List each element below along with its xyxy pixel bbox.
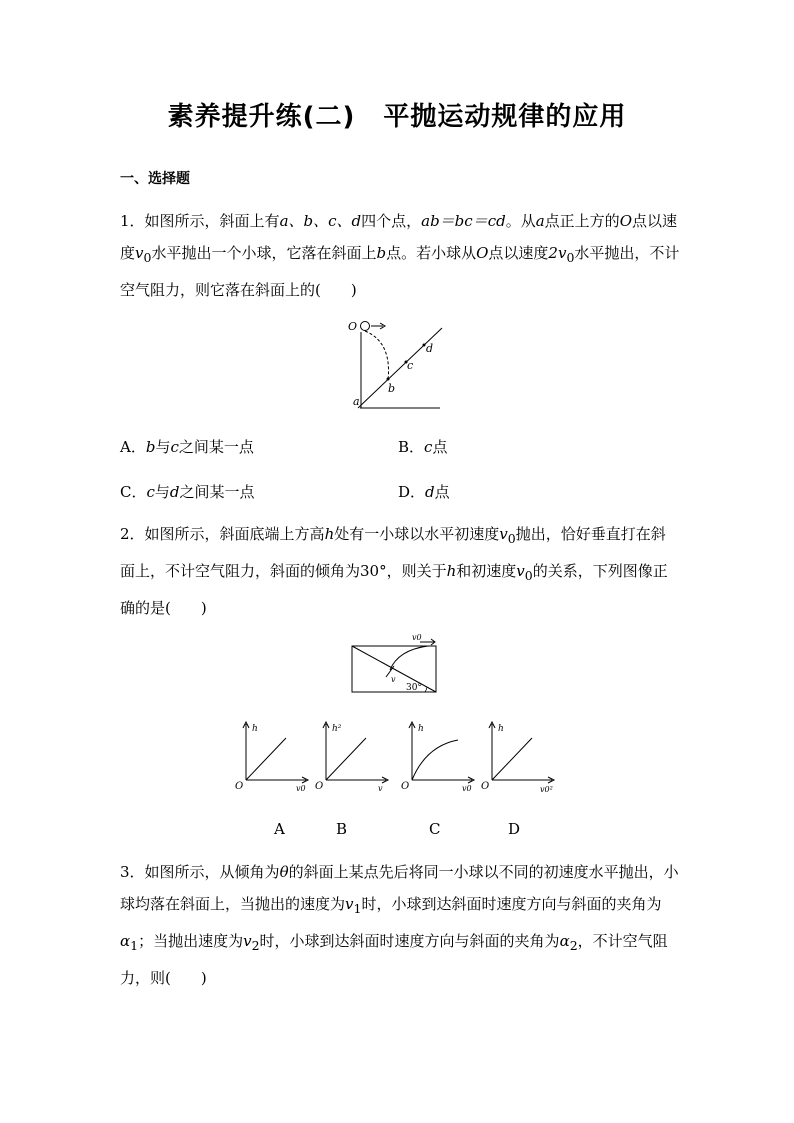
page-title [0,96,794,133]
q3-seg2: 的斜面上某点先后将同一小球以不同的初速度水平抛出，小球均落在斜面上，当抛出的速度为 [120,863,679,913]
question-2-text: 2．如图所示，斜面底端上方高h处有一小球以水平初速度$v_0$抛出，恰好垂直打在斜面上，不计空气阻力，斜面的倾角为30°，则关于h和初速度$v_0$的关系，下列图像正确的是( ) [120,525,668,617]
q2-fig-label-angle: 30° [406,683,422,693]
q3-seg3: 时，小球到达斜面时速度方向与斜面的夹角为 [361,895,662,913]
q1-opt-a-letter: A． [120,438,146,456]
graph-a-xlabel: v0 [296,784,306,793]
q1-opt-b-t2: 点 [432,438,448,456]
graph-c-ylabel: h [418,724,424,734]
q1-opt-a-t1: b [145,438,156,456]
q1-a: a [535,212,545,230]
question-1-text: 1．如图所示，斜面上有a、b、c、d四个点，ab＝bc＝cd。从a点正上方的O点以速度$v_0$水平抛出一个小球，它落在斜面上b点。若小球从O点以速度$2v_0$水平抛出，不计空气阻力，则它落在斜面上的( ) [120,212,680,299]
graph-a-origin: O [235,781,244,792]
q1-opt-a-t3: c [170,438,179,456]
q2-seg4: 和初速度 [456,562,517,580]
q1-figure [340,312,450,416]
q1-fig-label-b: b [388,382,396,395]
q2-seg2: 处有一小球以水平初速度 [334,525,500,543]
graph-a-letter[interactable]: A [274,820,285,838]
graph-d-xlabel: v0² [540,785,553,794]
graph-d [481,722,554,794]
title-part2: 平抛运动规律的应用 [383,102,627,132]
q2-number: 2． [120,525,145,543]
graph-b-xlabel: v [378,784,383,793]
q1-opt-a-t2: 与 [155,438,171,456]
q1-fig-label-d: d [426,342,434,355]
q3-seg5: 时，小球到达斜面时速度方向与斜面的夹角为 [259,932,560,950]
q1-O-2: O [476,244,489,262]
q1-seg3: 。从 [505,212,536,230]
section-heading: 一、选择题 [120,171,190,187]
q1-equation: ab＝bc＝cd [421,212,506,230]
graph-b [315,722,388,793]
graph-c-origin: O [401,781,410,792]
q2-seg5: 的关系，下列图像正确的是( ) [120,562,668,617]
graph-c [401,722,474,793]
q3-v2: v [243,932,252,950]
q2-h-2: h [446,562,457,580]
q3-seg4: ；当抛出速度为 [138,932,244,950]
q1-v0: v [135,244,144,262]
q2-v0: v [499,525,508,543]
q1-number: 1． [120,212,145,230]
question-3-text: 3．如图所示，从倾角为θ的斜面上某点先后将同一小球以不同的初速度水平抛出，小球均落在斜面上，当抛出的速度为$v_1$时，小球到达斜面时速度方向与斜面的夹角为$\alpha_1$；当抛出速度为$v_2$时，小球到达斜面时速度方向与斜面的夹角为$\alpha_2$，不计空气阻力，则( ) [120,863,679,987]
q1-O: O [619,212,632,230]
graph-c-xlabel: v0 [462,784,472,793]
q1-option-d[interactable] [398,481,450,502]
q1-2v0: 2v [548,244,567,262]
q1-opt-d-letter: D． [398,483,426,501]
graph-b-letter[interactable]: B [336,820,348,838]
q1-fig-label-O: O [348,320,358,333]
q1-seg7: 点。若小球从 [386,244,477,262]
graph-a-ylabel: h [252,724,258,734]
q1-seg2: 四个点， [361,212,422,230]
graph-d-origin: O [481,781,490,792]
q3-seg6: ，不计空气阻力，则( ) [120,932,668,987]
graph-d-letter[interactable]: D [508,820,521,838]
q3-alpha1: α [120,932,131,950]
q1-opt-d-t1: d [425,483,435,501]
q1-opt-c-t2: 与 [154,483,170,501]
q1-fig-label-a: a [353,395,360,408]
graph-d-ylabel: h [498,724,504,734]
q1-seg1: 如图所示，斜面上有 [144,212,280,230]
graph-c-letter[interactable]: C [429,820,441,838]
q3-theta: θ [279,863,289,881]
q2-h: h [324,525,335,543]
q1-opt-c-letter: C． [120,483,147,501]
q3-number: 3． [120,863,145,881]
q1-option-b[interactable] [398,436,447,457]
q1-seg8: 点以速度 [488,244,549,262]
q1-option-a[interactable] [120,436,254,457]
graph-b-ylabel: h² [332,724,342,734]
q2-seg1: 如图所示，斜面底端上方高 [144,525,325,543]
q1-option-c[interactable] [120,481,255,502]
q1-b: b [376,244,387,262]
q1-seg5: 点以速度 [120,212,678,262]
q1-opt-a-t4: 之间某一点 [178,438,254,456]
q3-seg1: 如图所示，从倾角为 [144,863,280,881]
q2-fig-label-v: v [391,675,396,684]
q1-seg4: 点正上方的 [544,212,620,230]
q1-opt-c-t1: c [146,483,155,501]
q1-seg6: 水平抛出一个小球，它落在斜面上 [151,244,377,262]
q1-opt-c-t3: d [169,483,180,501]
q2-fig-label-v0: v0 [412,633,422,642]
q1-opt-d-t2: 点 [434,483,450,501]
graph-b-origin: O [315,781,324,792]
q1-opt-b-letter: B． [398,438,425,456]
q2-seg3: 抛出，恰好垂直打在斜面上，不计空气阻力，斜面的倾角为30°，则关于 [120,525,666,580]
q2-figure [350,630,440,694]
title-part1: 素养提升练(二) [167,102,356,132]
q1-opt-b-t1: c [424,438,433,456]
q1-opt-c-t4: 之间某一点 [179,483,255,501]
q3-alpha2: α [559,932,570,950]
q1-points: a、b、c、d [279,212,362,230]
q2-graphs [230,716,560,796]
q1-fig-label-c: c [407,359,414,372]
q2-v0-2: v [516,562,525,580]
graph-a [235,722,308,793]
q1-seg9: 水平抛出，不计空气阻力，则它落在斜面上的( ) [120,244,680,299]
q3-v1: v [345,895,354,913]
